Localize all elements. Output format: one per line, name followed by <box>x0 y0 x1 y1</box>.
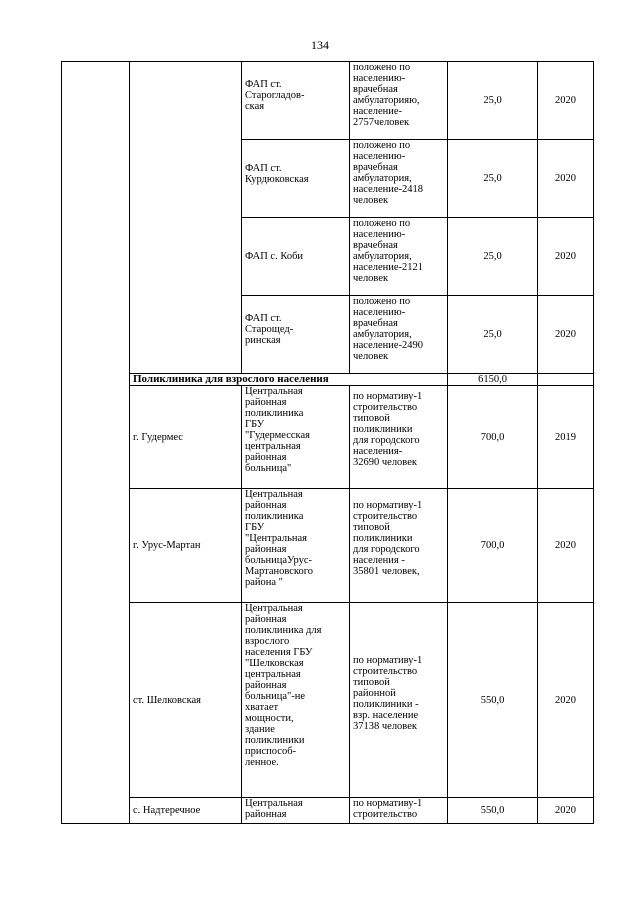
year-cell: 2019 <box>538 386 594 489</box>
facilities-table <box>61 61 594 824</box>
cost-cell: 25,0 <box>448 140 538 218</box>
year-cell: 2020 <box>538 140 594 218</box>
cost-cell: 25,0 <box>448 296 538 374</box>
cost-cell: 700,0 <box>448 489 538 603</box>
facility-name: ФАП ст. Старощед- ринская <box>242 296 350 374</box>
location-cell <box>130 62 242 374</box>
basis-cell: по нормативу-1 строительство типовой районной поликлиники - взр. население 37138 человек <box>350 603 448 798</box>
basis-cell: по нормативу-1 строительство типовой поликлиники для городского населения - 35801 человек, <box>350 489 448 603</box>
basis-cell: положено по населению- врачебная амбулатория, население-2418 человек <box>350 140 448 218</box>
cost-cell: 550,0 <box>448 798 538 824</box>
location-cell: с. Надтеречное <box>130 798 242 824</box>
year-cell: 2020 <box>538 489 594 603</box>
basis-cell: по нормативу-1 строительство типовой поликлиники для городского населения- 32690 человек <box>350 386 448 489</box>
table-row <box>62 386 594 489</box>
facility-name: ФАП с. Коби <box>242 218 350 296</box>
facility-name: Центральная районная поликлиника для взрослого населения ГБУ "Шелковская центральная районная больница"-не хватает мощности, здание поликлиники приспособ- ленное. <box>242 603 350 798</box>
table-row <box>62 489 594 603</box>
facility-name: ФАП ст. Курдюковская <box>242 140 350 218</box>
table-row <box>62 62 594 140</box>
cost-cell: 25,0 <box>448 218 538 296</box>
facility-name: Центральная районная поликлиника ГБУ "Гудермесская центральная районная больница" <box>242 386 350 489</box>
facility-name: Центральная районная поликлиника ГБУ "Центральная районная больницаУрус- Мартановского района " <box>242 489 350 603</box>
table-row <box>62 603 594 798</box>
section-row <box>62 374 594 386</box>
year-cell: 2020 <box>538 296 594 374</box>
section-title: Поликлиника для взрослого населения <box>130 374 448 386</box>
basis-cell: положено по населению- врачебная амбулатория, население-2490 человек <box>350 296 448 374</box>
year-cell: 2020 <box>538 603 594 798</box>
location-cell: г. Урус-Мартан <box>130 489 242 603</box>
location-cell: ст. Шелковская <box>130 603 242 798</box>
year-cell: 2020 <box>538 218 594 296</box>
location-cell: г. Гудермес <box>130 386 242 489</box>
year-cell: 2020 <box>538 798 594 824</box>
section-total: 6150,0 <box>448 374 538 386</box>
cost-cell: 550,0 <box>448 603 538 798</box>
region-cell <box>62 62 130 824</box>
year-cell: 2020 <box>538 62 594 140</box>
table-row <box>62 798 594 824</box>
basis-cell: по нормативу-1 строительство <box>350 798 448 824</box>
basis-cell: положено по населению- врачебная амбулатория, население-2121 человек <box>350 218 448 296</box>
basis-cell: положено по населению- врачебная амбулаторияю, население- 2757человек <box>350 62 448 140</box>
facility-name: Центральная районная <box>242 798 350 824</box>
cost-cell: 700,0 <box>448 386 538 489</box>
section-year-cell <box>538 374 594 386</box>
cost-cell: 25,0 <box>448 62 538 140</box>
page-number: 134 <box>311 38 329 52</box>
facility-name: ФАП ст. Старогладов- ская <box>242 62 350 140</box>
